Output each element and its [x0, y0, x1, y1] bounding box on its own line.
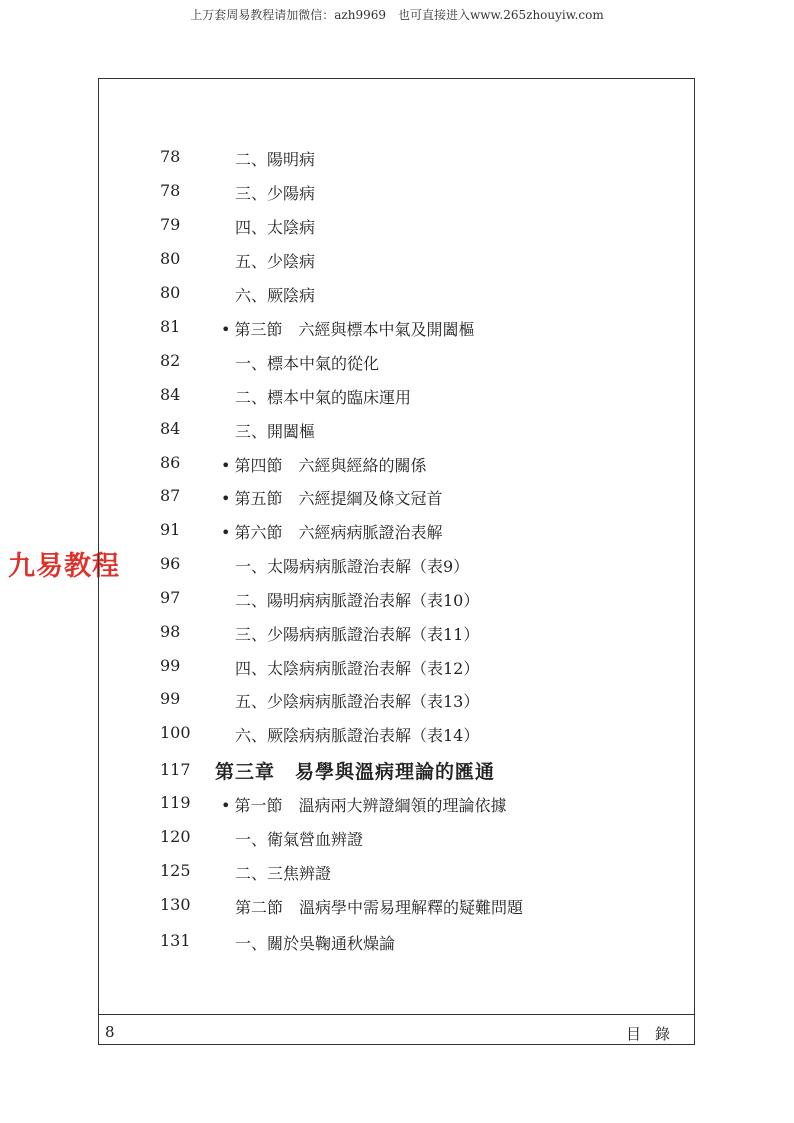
toc-entry-label: 三、少陽病	[235, 184, 316, 203]
toc-page-number: 131	[160, 931, 191, 950]
toc-entry-label: 四、太陰病病脈證治表解（表12）	[235, 659, 480, 678]
toc-page-number: 87	[160, 486, 181, 505]
toc-entry	[99, 482, 694, 508]
toc-entry-label: 一、關於吳鞠通秋燥論	[235, 934, 396, 953]
toc-item-title	[235, 895, 523, 918]
footer-page-number: 8	[105, 1023, 115, 1041]
toc-entry	[99, 279, 694, 305]
toc-page-number: 79	[160, 215, 181, 234]
toc-page-number: 84	[160, 419, 181, 438]
toc-item-title	[235, 385, 411, 408]
toc-item-title	[235, 351, 379, 374]
toc-entry-label: 第四節 六經與經絡的關係	[234, 456, 427, 475]
toc-entry-label: 四、太陰病	[235, 218, 316, 237]
page-frame	[98, 78, 695, 1045]
toc-entry-label: 二、陽明病	[235, 150, 316, 169]
toc-item-title	[235, 931, 395, 954]
watermark: 九易教程	[8, 551, 120, 582]
toc-entry	[99, 891, 694, 917]
toc-entry-label: 五、少陰病	[235, 252, 316, 271]
bullet-icon: •	[221, 523, 231, 542]
toc-entry	[99, 652, 694, 678]
footer-divider	[99, 1014, 694, 1015]
toc-page-number: 81	[160, 317, 181, 336]
toc-item-title	[235, 622, 479, 645]
toc-page-number: 130	[160, 895, 191, 914]
toc-item-title	[235, 656, 479, 679]
toc-page-number: 80	[160, 283, 181, 302]
toc-entry	[99, 550, 694, 576]
toc-entry-label: 第五節 六經提綱及條文冠首	[234, 489, 443, 508]
toc-page-number: 86	[160, 453, 181, 472]
toc-entry	[99, 143, 694, 169]
toc-entry	[99, 823, 694, 849]
toc-entry	[99, 857, 694, 883]
toc-item-title	[235, 861, 331, 884]
toc-chapter-title	[215, 757, 495, 784]
toc-page-number: 99	[160, 656, 181, 675]
toc-entry-label: 第六節 六經病病脈證治表解	[234, 523, 443, 542]
toc-page-number: 99	[160, 689, 181, 708]
toc-entry	[99, 618, 694, 644]
toc-item-title	[235, 419, 315, 442]
toc-entry	[99, 789, 694, 815]
toc-entry-label: 第三章 易學與溫病理論的匯通	[215, 761, 496, 783]
toc-item-title	[235, 554, 469, 577]
bullet-icon: •	[221, 456, 231, 475]
toc-entry	[99, 516, 694, 542]
toc-item-title	[235, 249, 315, 272]
toc-page-number: 84	[160, 385, 181, 404]
bullet-icon: •	[221, 796, 231, 815]
toc-entry	[99, 245, 694, 271]
toc-item-title	[235, 147, 315, 170]
toc-entry	[99, 211, 694, 237]
toc-entry-label: 六、厥陰病病脈證治表解（表14）	[235, 726, 480, 745]
toc-item-title	[235, 181, 315, 204]
toc-entry-label: 一、太陽病病脈證治表解（表9）	[235, 557, 470, 576]
toc-entry	[99, 381, 694, 407]
bullet-icon: •	[221, 320, 231, 339]
header-banner: 上万套周易教程请加微信：azh9969 也可直接进入www.265zhouyiw.com	[190, 8, 604, 22]
toc-section-title	[221, 453, 426, 476]
toc-page-number: 98	[160, 622, 181, 641]
toc-page-number: 78	[160, 181, 181, 200]
toc-entry-label: 二、標本中氣的臨床運用	[235, 388, 412, 407]
toc-item-title	[235, 689, 479, 712]
toc-page-number: 117	[160, 760, 191, 779]
toc-page-number: 100	[160, 723, 191, 742]
toc-entry	[99, 177, 694, 203]
toc-entry-label: 第一節 溫病兩大辨證綱領的理論依據	[234, 796, 507, 815]
toc-entry-label: 六、厥陰病	[235, 286, 316, 305]
bullet-icon: •	[221, 489, 231, 508]
toc-item-title	[235, 283, 315, 306]
toc-entry-label: 第三節 六經與標本中氣及開闔樞	[234, 320, 475, 339]
toc-section-title	[221, 486, 442, 509]
toc-section-title	[221, 317, 474, 340]
toc-page-number: 96	[160, 554, 181, 573]
toc-item-title	[235, 215, 315, 238]
toc-page-number: 97	[160, 588, 181, 607]
toc-section-title	[221, 793, 506, 816]
toc-entry-label: 三、少陽病病脈證治表解（表11）	[235, 625, 480, 644]
toc-entry	[99, 449, 694, 475]
toc-page-number: 91	[160, 520, 181, 539]
toc-page-number: 125	[160, 861, 191, 880]
toc-page-number: 82	[160, 351, 181, 370]
toc-entry-label: 一、標本中氣的從化	[235, 354, 380, 373]
footer-title: 目錄	[625, 1025, 684, 1043]
toc-page-number: 120	[160, 827, 191, 846]
toc-page-number: 80	[160, 249, 181, 268]
toc-entry-label: 二、陽明病病脈證治表解（表10）	[235, 591, 480, 610]
toc-entry-label: 五、少陰病病脈證治表解（表13）	[235, 692, 480, 711]
toc-item-title	[235, 827, 363, 850]
toc-page-number: 119	[160, 793, 191, 812]
toc-entry	[99, 313, 694, 339]
toc-entry-label: 一、衛氣營血辨證	[235, 830, 364, 849]
toc-item-title	[235, 723, 479, 746]
toc-section-title	[221, 520, 442, 543]
toc-entry	[99, 584, 694, 610]
toc-entry-label: 二、三焦辨證	[235, 864, 332, 883]
toc-entry-label: 三、開闔樞	[235, 422, 316, 441]
toc-entry	[99, 719, 694, 745]
toc-entry-label: 第二節 溫病學中需易理解釋的疑難問題	[235, 898, 524, 917]
toc-entry	[99, 753, 694, 783]
toc-item-title	[235, 588, 479, 611]
toc-entry	[99, 927, 694, 953]
toc-entry	[99, 685, 694, 711]
toc-entry	[99, 415, 694, 441]
toc-page-number: 78	[160, 147, 181, 166]
toc-entry	[99, 347, 694, 373]
